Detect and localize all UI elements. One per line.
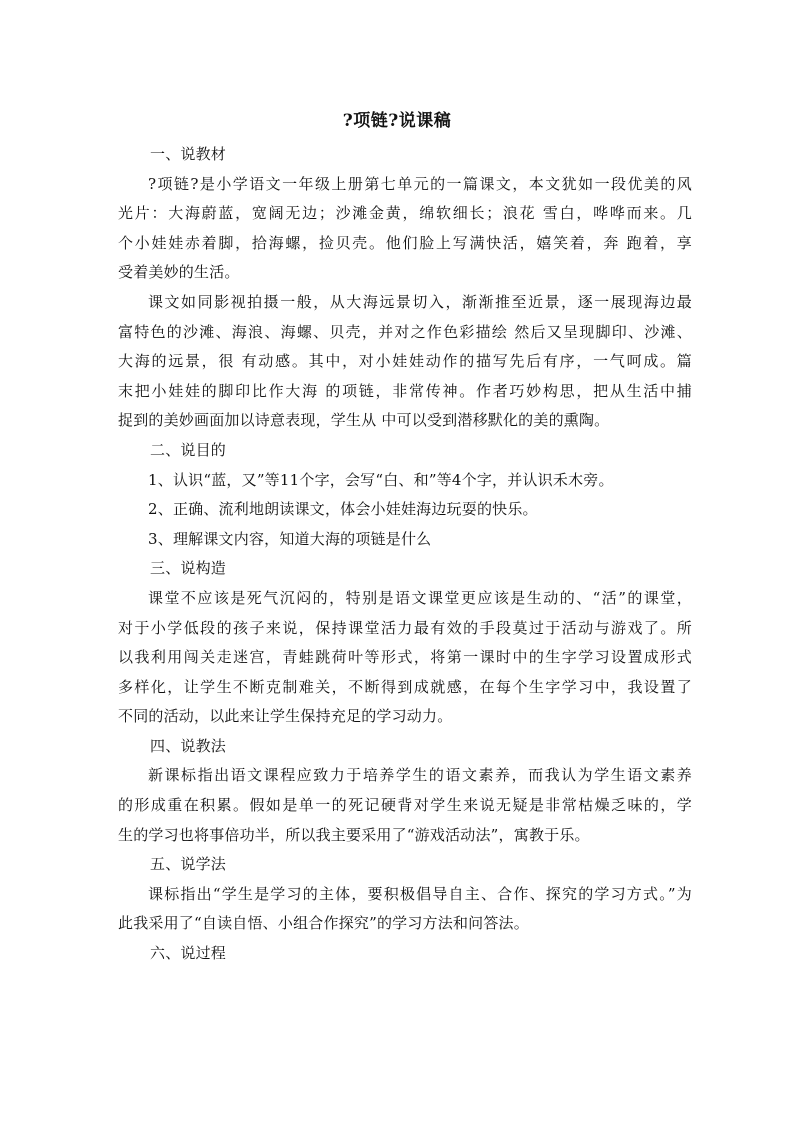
text-line: 此我采用了“自读自悟、小组合作探究”的学习方法和问答法。 — [118, 914, 529, 933]
text-line: 的形成重在积累。假如是单一的死记硬背对学生来说无疑是非常枯燥乏味的，学 — [118, 796, 692, 815]
section-heading: 六、说过程 — [150, 944, 227, 963]
text-line: 3、理解课文内容，知道大海的项链是什么 — [148, 529, 432, 548]
text-line: 以我利用闯关走迷宫，青蛙跳荷叶等形式，将第一课时中的生字学习设置成形式 — [118, 648, 692, 667]
text-line: 受着美妙的生活。 — [118, 263, 240, 282]
text-line: 末把小娃娃的脚印比作大海 的项链，非常传神。作者巧妙构思，把从生活中捕 — [118, 381, 692, 400]
text-line: 多样化，让学生不断克制难关，不断得到成就感，在每个生字学习中，我设置了 — [118, 677, 692, 696]
text-line: 新课标指出语文课程应致力于培养学生的语文素养，而我认为学生语文素养 — [148, 766, 692, 785]
document-body — [118, 140, 692, 969]
text-line: 1、认识“蓝，又”等11个字，会写“白、和”等4个字，并认识禾木旁。 — [148, 470, 614, 489]
text-line: 课标指出“学生是学习的主体，要积极倡导自主、合作、探究的学习方式。”为 — [148, 884, 692, 903]
section-heading: 五、说学法 — [150, 855, 227, 874]
text-line: 2、正确、流利地朗读课文，体会小娃娃海边玩耍的快乐。 — [148, 500, 538, 519]
text-line: 不同的活动，以此来让学生保持充足的学习动力。 — [118, 707, 453, 726]
text-line: 大海的远景，很 有动感。其中，对小娃娃动作的描写先后有序，一气呵成。篇 — [118, 352, 692, 371]
section-heading: 四、说教法 — [150, 736, 227, 755]
text-line: 课堂不应该是死气沉闷的，特别是语文课堂更应该是生动的、“活”的课堂， — [148, 588, 692, 607]
text-line: 捉到的美妙画面加以诗意表现，学生从 中可以受到潜移默化的美的熏陶。 — [118, 411, 610, 430]
text-line: 光片：大海蔚蓝，宽阔无边；沙滩金黄，绵软细长；浪花 雪白，哗哗而来。几 — [118, 204, 692, 223]
document-title: ?项链?说课稿 — [342, 111, 452, 131]
text-line: ?项链?是小学语文一年级上册第七单元的一篇课文，本文犹如一段优美的风 — [148, 174, 692, 193]
section-heading: 三、说构造 — [150, 559, 227, 578]
text-line: 对于小学低段的孩子来说，保持课堂活力最有效的手段莫过于活动与游戏了。所 — [118, 618, 692, 637]
text-line: 个小娃娃赤着脚，拾海螺，捡贝壳。他们脸上写满快活，嬉笑着，奔 跑着，享 — [118, 233, 692, 252]
text-line: 课文如同影视拍摄一般，从大海远景切入，渐渐推至近景，逐一展现海边最 — [148, 292, 692, 311]
section-heading: 二、说目的 — [150, 440, 227, 459]
text-line: 生的学习也将事倍功半，所以我主要采用了“游戏活动法”，寓教于乐。 — [118, 825, 590, 844]
section-heading: 一、说教材 — [150, 145, 227, 163]
text-line: 富特色的沙滩、海浪、海螺、贝壳，并对之作色彩描绘 然后又呈现脚印、沙滩、 — [118, 322, 692, 341]
